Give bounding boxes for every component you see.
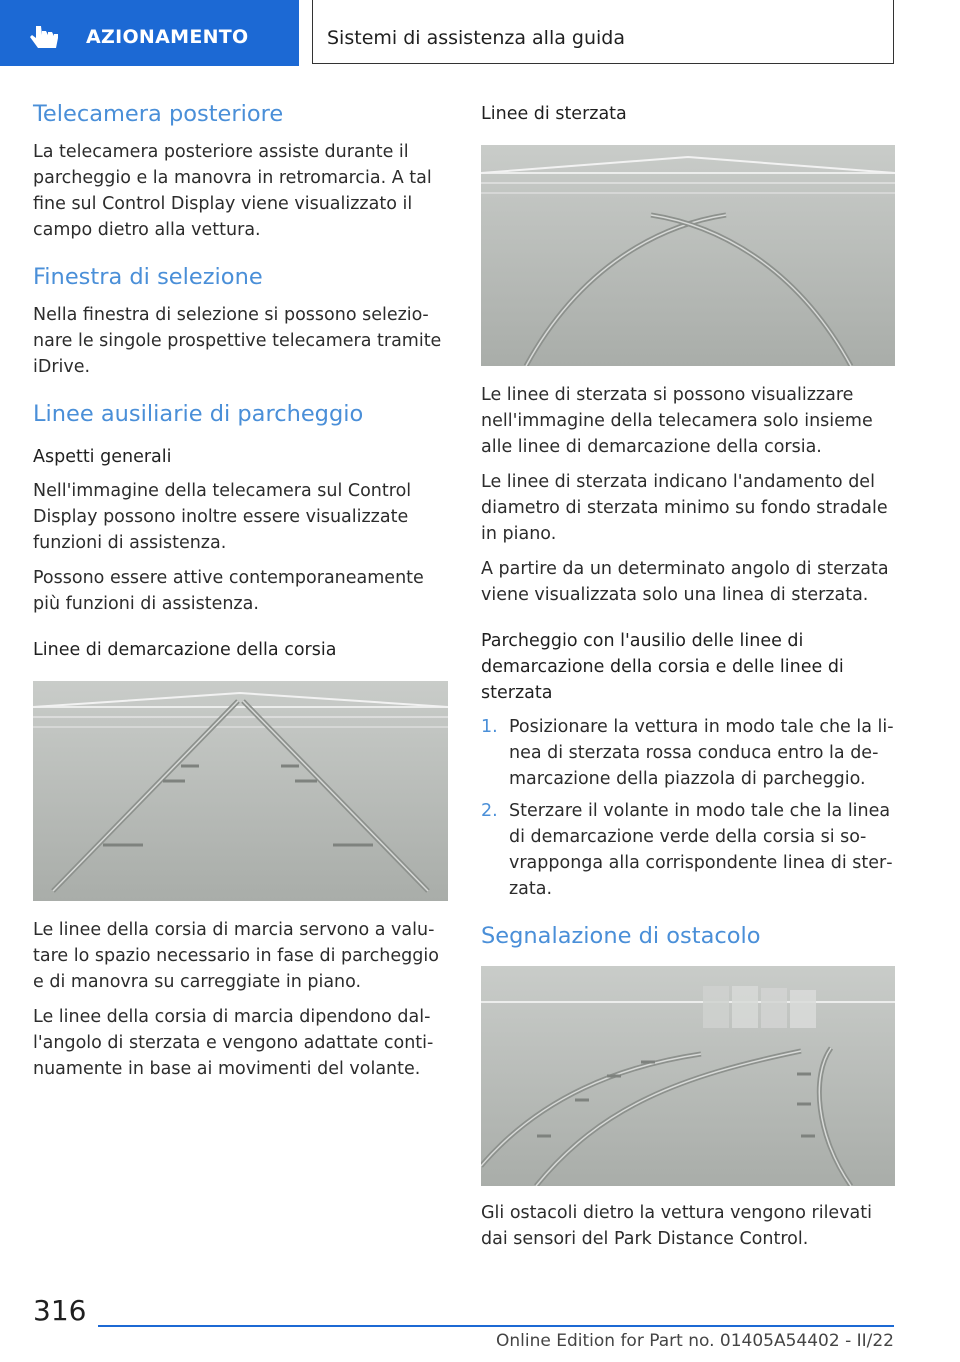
chapter-header (312, 0, 894, 64)
lane-lines-image (33, 681, 448, 901)
procedure-steps (481, 714, 897, 902)
obstacle-text: Gli ostacoli dietro la vettura vengono rilevati dai sensori del Park Distance Control. (481, 1203, 872, 1249)
lane-lines-subheading: Linee di demarcazione della corsia (33, 640, 337, 660)
general-text-2: Possono essere attive contemporaneamente più funzioni di assistenza. (33, 568, 424, 614)
step-text: Posizionare la vettura in modo tale che la linea di sterzata rossa conduca entro la demarcazione della piazzola di parcheggio. (509, 717, 894, 789)
steering-text-2: Le linee di sterzata indicano l'andamento del diametro di sterzata minimo su fondo stradale in piano. (481, 472, 888, 544)
parking-aid-section (33, 398, 449, 1082)
selection-window-heading: Finestra di selezione (33, 264, 263, 290)
rear-camera-section (33, 98, 449, 243)
footer-divider (98, 1325, 894, 1327)
section-label: AZIONAMENTO (86, 26, 249, 48)
step-number: 1. (481, 717, 498, 737)
section-tab (0, 0, 299, 66)
step-number: 2. (481, 801, 498, 821)
right-column (481, 98, 897, 1261)
steering-text-3: A partire da un determinato angolo di sterzata viene visualizzata solo una linea di sterzata. (481, 559, 889, 605)
step-text: Sterzare il volante in modo tale che la linea di demarcazione verde della corsia si sovrapponga alla corrispondente linea di sterzata. (509, 801, 893, 899)
chapter-title: Sistemi di assistenza alla guida (327, 27, 626, 49)
obstacle-heading: Segnalazione di ostacolo (481, 923, 761, 949)
lane-lines-text-2: Le linee della corsia di marcia dipendono dall'angolo di sterzata e vengono adattate continuamente in base ai movimenti del volante. (33, 1007, 434, 1079)
rear-camera-heading: Telecamera posteriore (33, 101, 284, 127)
steering-lines-image (481, 145, 895, 366)
rear-camera-text: La telecamera posteriore assiste durante il parcheggio e la manovra in retromarcia. A tal fine sul Control Display viene visualizzato il campo dietro alla vettura. (33, 142, 432, 240)
hand-pointer-icon (30, 24, 64, 50)
selection-window-section (33, 261, 449, 380)
page-number: 316 (33, 1294, 87, 1327)
list-item (481, 714, 897, 792)
steering-text-1: Le linee di sterzata si possono visualizzare nell'immagine della telecamera solo insieme alle linee di demarcazione della corsia. (481, 385, 873, 457)
left-column (33, 98, 449, 1091)
obstacle-image (481, 966, 895, 1186)
edition-footer: Online Edition for Part no. 01405A54402 - II/22 (495, 1331, 894, 1351)
steering-lines-subheading: Linee di sterzata (481, 104, 627, 124)
list-item (481, 798, 897, 902)
procedure-subheading: Parcheggio con l'ausilio delle linee di demarcazione della corsia e delle linee di sterzata (481, 631, 844, 703)
lane-lines-text-1: Le linee della corsia di marcia servono a valutare lo spazio necessario in fase di parcheggio e di manovra su carreggiate in piano. (33, 920, 439, 992)
parking-aid-heading: Linee ausiliarie di parcheggio (33, 401, 364, 427)
selection-window-text: Nella finestra di selezione si possono selezionare le singole prospettive telecamera tramite iDrive. (33, 305, 442, 377)
general-subheading: Aspetti generali (33, 447, 172, 467)
general-text-1: Nell'immagine della telecamera sul Control Display possono inoltre essere visualizzate funzioni di assistenza. (33, 481, 412, 553)
